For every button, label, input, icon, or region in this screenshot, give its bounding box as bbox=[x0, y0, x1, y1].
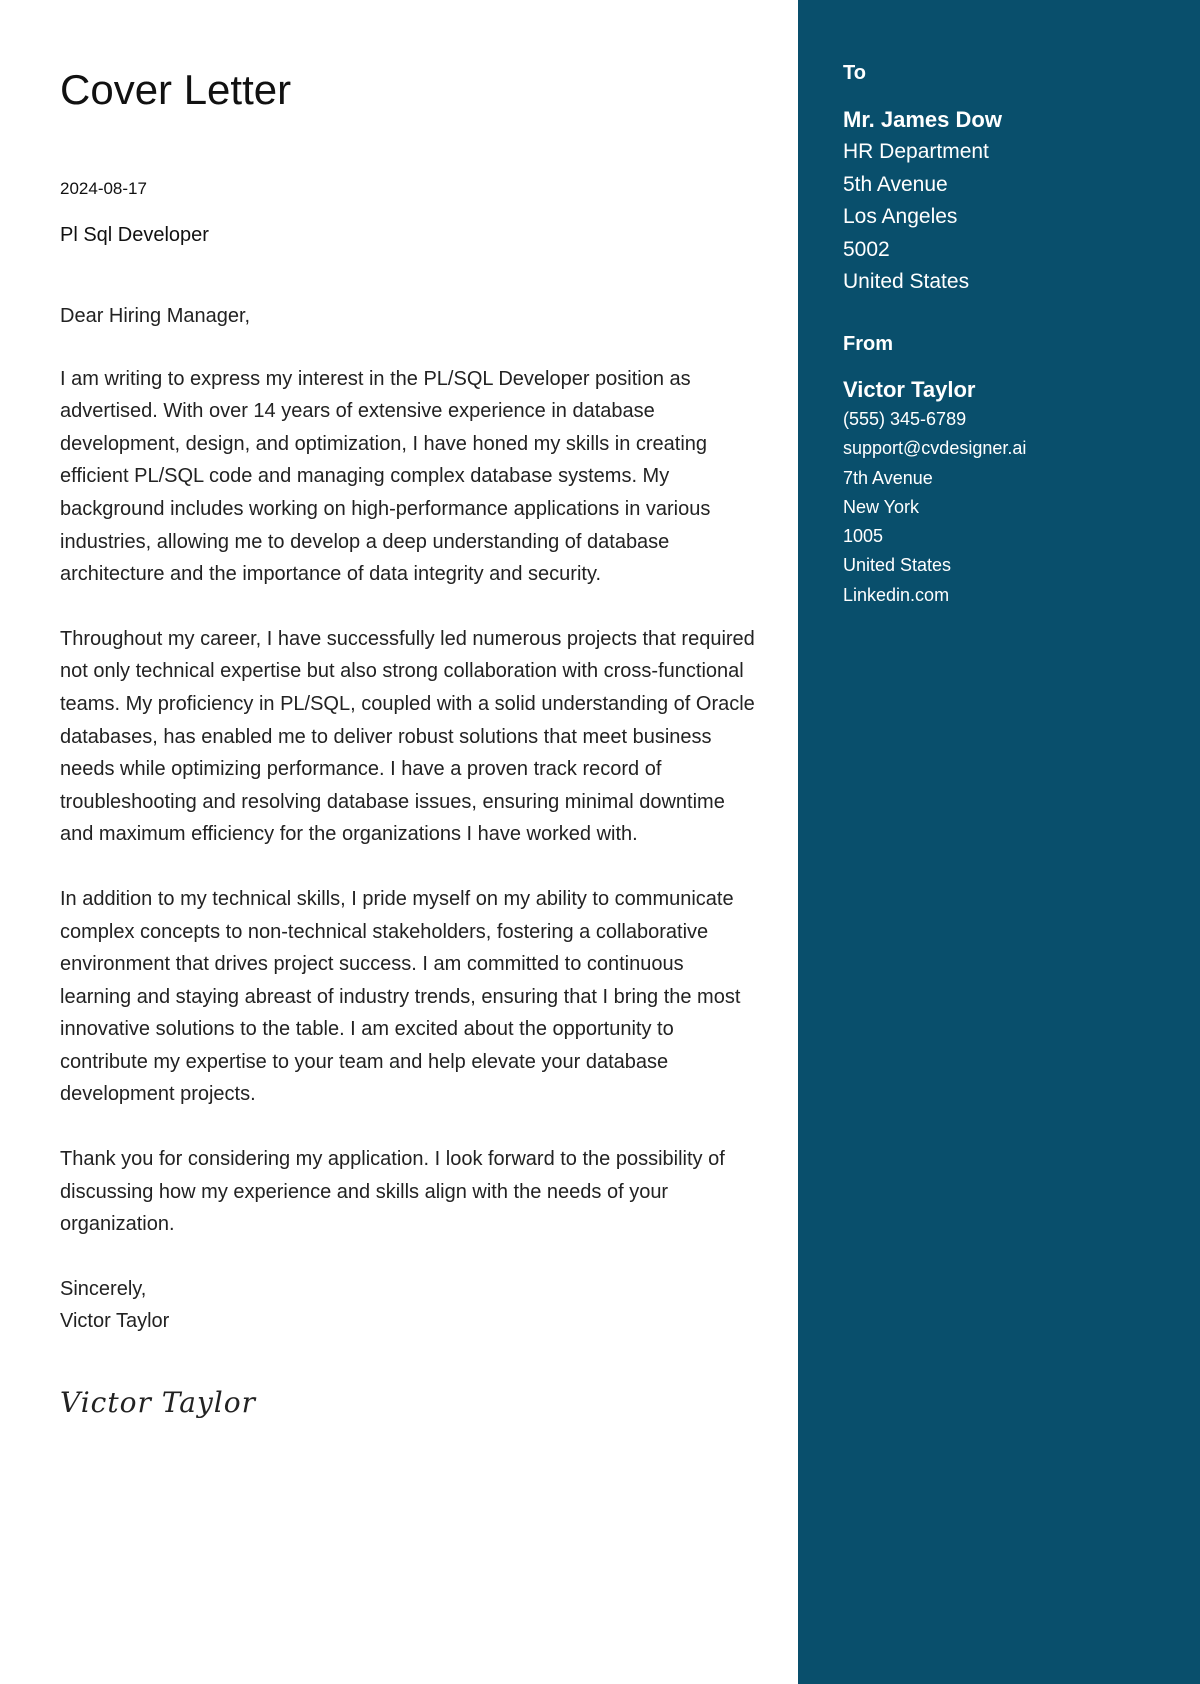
letter-date: 2024-08-17 bbox=[60, 179, 147, 198]
closing: Sincerely, bbox=[60, 1277, 147, 1300]
recipient-address bbox=[843, 136, 989, 299]
paragraph-2: Throughout my career, I have successfully led numerous projects that required not only technical expertise but also strong collaboration with cross-functional teams. My proficiency in PL/SQL, coupled with a solid understanding of Oracle databases, has enabled me to deliver robust solutions that meet business needs while optimizing performance. I have a proven track record of troubleshooting and resolving database issues, ensuring minimal downtime and maximum efficiency for the organizations I have worked with. bbox=[60, 627, 755, 846]
recipient-city: Los Angeles bbox=[843, 205, 958, 229]
closing-name: Victor Taylor bbox=[60, 1310, 170, 1333]
recipient-label: To bbox=[843, 62, 866, 84]
paragraph-1: I am writing to express my interest in the PL/SQL Developer position as advertised. With over 14 years of extensive experience in database development, design, and optimization, I have honed my skills in creating efficient PL/SQL code and managing complex database systems. My background includes working on high-performance applications in various industries, allowing me to develop a deep understanding of database architecture and the importance of data integrity and security. bbox=[60, 367, 711, 586]
recipient-country: United States bbox=[843, 270, 970, 294]
handwritten-signature: Victor Taylor bbox=[60, 1386, 256, 1419]
sender-country: United States bbox=[843, 555, 952, 576]
recipient-street: 5th Avenue bbox=[843, 172, 948, 196]
recipient-name: Mr. James Dow bbox=[843, 107, 1002, 132]
sender-email: support@cvdesigner.ai bbox=[843, 438, 1027, 459]
letter-body bbox=[60, 300, 760, 1338]
sender-street: 7th Avenue bbox=[843, 467, 933, 488]
recipient-department: HR Department bbox=[843, 140, 989, 163]
paragraph-4: Thank you for considering my application. I look forward to the possibility of discussing how my experience and skills align with the needs of your organization. bbox=[60, 1148, 725, 1236]
recipient-zip: 5002 bbox=[843, 237, 890, 261]
contact-sidebar bbox=[798, 0, 1200, 1684]
greeting: Dear Hiring Manager, bbox=[60, 305, 251, 327]
sender-website: Linkedin.com bbox=[843, 584, 950, 605]
sender-phone: (555) 345-6789 bbox=[843, 409, 967, 429]
sender-city: New York bbox=[843, 496, 920, 517]
job-title: Pl Sql Developer bbox=[60, 224, 209, 246]
paragraph-3: In addition to my technical skills, I pride myself on my ability to communicate complex concepts to non-technical stakeholders, fostering a collaborative environment that drives project success. I am committed to continuous learning and staying abreast of industry trends, ensuring that I bring the most innovative solutions to the table. I am excited about the opportunity to contribute my expertise to your team and help elevate your database development projects. bbox=[60, 887, 741, 1106]
sender-zip: 1005 bbox=[843, 526, 884, 547]
sender-label: From bbox=[843, 333, 893, 355]
page-title: Cover Letter bbox=[60, 66, 292, 113]
sender-name: Victor Taylor bbox=[843, 377, 976, 402]
sender-contact bbox=[843, 405, 1026, 610]
